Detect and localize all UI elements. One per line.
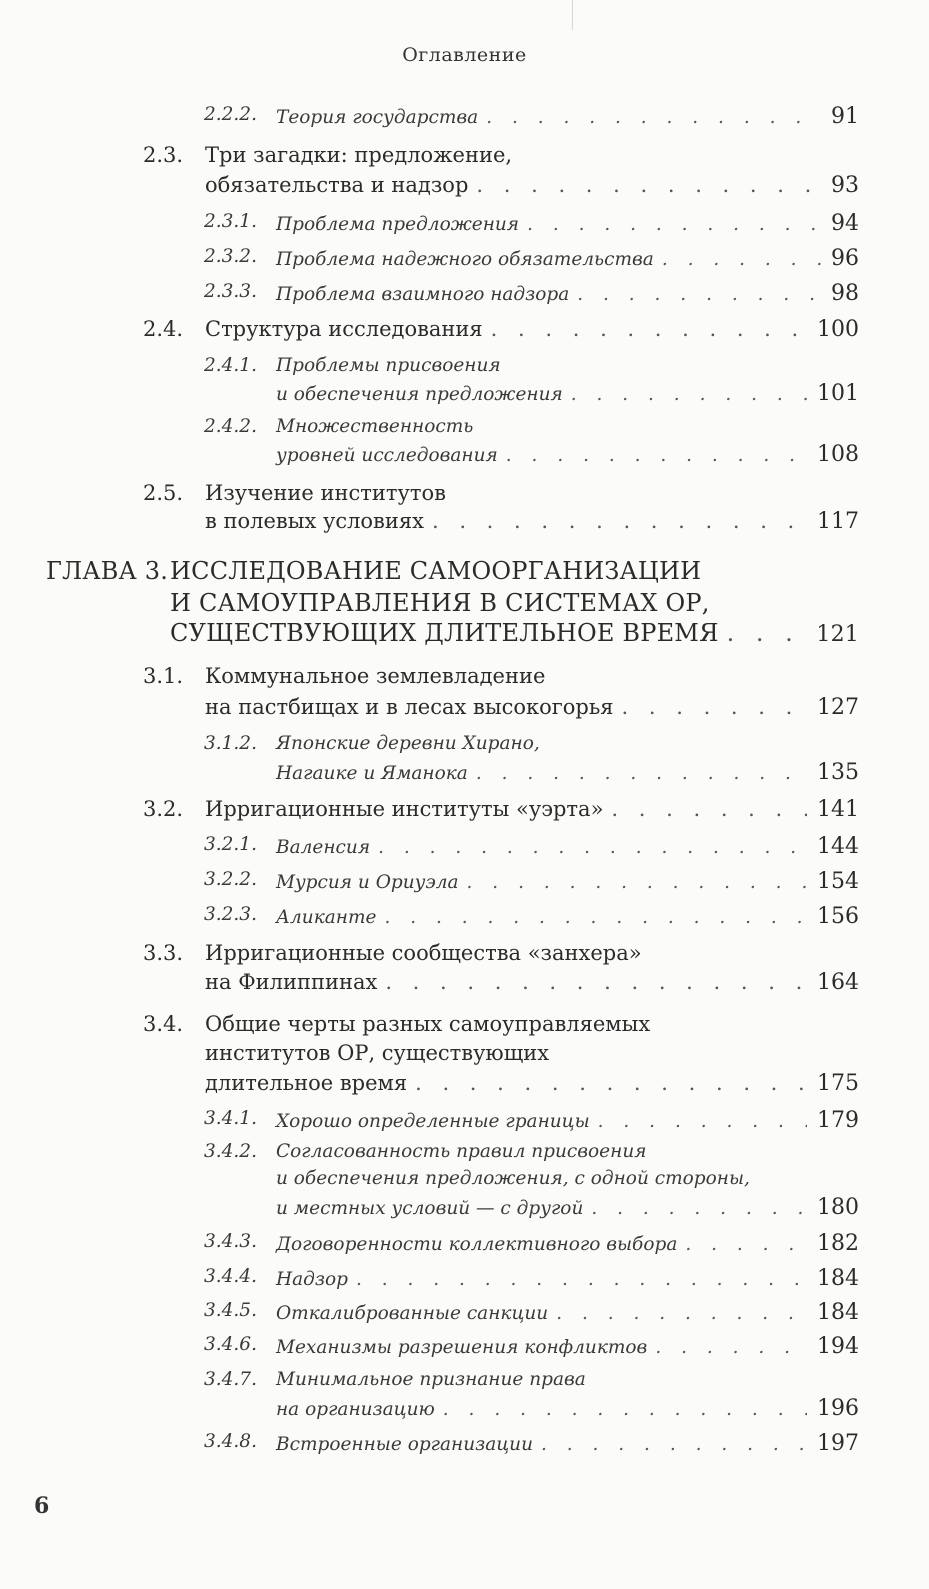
dot-leader (384, 907, 807, 928)
toc-number: 3.4.1. (204, 1108, 257, 1129)
toc-title: Встроенные организации (276, 1434, 534, 1455)
toc-title: Откалиброванные санкции (276, 1303, 549, 1324)
toc-entry (276, 211, 859, 236)
toc-title: на пастбищах и в лесах высокогорья (205, 695, 614, 719)
toc-number: 3.4.2. (204, 1141, 257, 1162)
toc-number: 2.4. (143, 317, 184, 341)
dot-leader (685, 1234, 807, 1255)
toc-title: Хорошо определенные границы (276, 1111, 590, 1132)
dot-leader (476, 173, 821, 197)
toc-title-line: Ирригационные сообщества «занхера» (205, 941, 642, 965)
toc-entry (205, 317, 859, 342)
page-number: 121 (816, 622, 859, 647)
toc-title: уровней исследования (276, 445, 498, 466)
toc-entry (276, 1431, 859, 1456)
page-number: 164 (817, 970, 859, 995)
toc-title-line: Множественность (276, 416, 474, 437)
page-number: 184 (817, 1266, 859, 1291)
toc-title: на Филиппинах (205, 970, 378, 994)
page-folio: 6 (34, 1493, 50, 1519)
toc-title: в полевых условиях (205, 509, 424, 533)
toc-title: Аликанте (276, 907, 377, 928)
toc-entry (205, 797, 859, 822)
dot-leader (467, 872, 807, 893)
toc-title: Договоренности коллективного выбора (276, 1234, 678, 1255)
toc-title: Теория государства (276, 107, 479, 128)
chapter-number: ГЛАВА 3. (46, 557, 169, 585)
page-number: 93 (831, 173, 859, 198)
dot-leader (356, 1269, 807, 1290)
toc-number: 3.2.2. (204, 869, 257, 890)
page-number: 108 (817, 442, 859, 467)
toc-title-line: Японские деревни Хирано, (276, 733, 540, 754)
dot-leader (611, 797, 807, 821)
toc-title-line: Общие черты разных самоуправляемых (205, 1012, 651, 1036)
toc-number: 3.3. (143, 941, 184, 965)
page-number: 100 (817, 317, 859, 342)
chapter-title-line: И САМОУПРАВЛЕНИЯ В СИСТЕМАХ ОР, (170, 589, 710, 617)
page-number: 94 (831, 211, 859, 236)
toc-number: 3.4. (143, 1012, 184, 1036)
toc-title-line: Коммунальное землевладение (205, 664, 546, 688)
chapter-title: СУЩЕСТВУЮЩИХ ДЛИТЕЛЬНОЕ ВРЕМЯ (170, 619, 719, 647)
page-number: 135 (817, 760, 859, 785)
toc-number: 2.3.2. (204, 246, 257, 267)
dot-leader (378, 837, 807, 858)
page-number: 141 (817, 797, 859, 822)
toc-entry (205, 970, 859, 995)
toc-number: 2.4.2. (204, 416, 257, 437)
toc-entry (205, 695, 859, 720)
page-number: 179 (817, 1108, 859, 1133)
dot-leader (491, 317, 807, 341)
page-number: 96 (831, 246, 859, 271)
scan-mark (572, 0, 573, 30)
toc-entry (276, 834, 859, 859)
toc-title: и обеспечения предложения (276, 384, 563, 405)
toc-entry (276, 1334, 859, 1359)
toc-title-line: и обеспечения предложения, с одной стороны, (276, 1168, 750, 1189)
toc-number: 2.3. (143, 143, 184, 167)
page-number: 156 (817, 904, 859, 929)
toc-title: на организацию (276, 1399, 435, 1420)
toc-entry (276, 381, 859, 406)
toc-number: 3.2. (143, 797, 184, 821)
toc-title: Валенсия (276, 837, 371, 858)
toc-entry (276, 104, 859, 129)
page-number: 144 (817, 834, 859, 859)
toc-title: Механизмы разрешения конфликтов (276, 1337, 648, 1358)
page-number: 194 (817, 1334, 859, 1359)
chapter-title-line: ИССЛЕДОВАНИЕ САМООРГАНИЗАЦИИ (170, 557, 702, 585)
toc-number: 3.4.4. (204, 1266, 257, 1287)
toc-entry (205, 173, 859, 198)
dot-leader (622, 695, 807, 719)
toc-number: 3.4.3. (204, 1231, 257, 1252)
toc-title: Ирригационные институты «уэрта» (205, 797, 604, 821)
toc-number: 2.4.1. (204, 355, 257, 376)
toc-number: 3.1.2. (204, 733, 257, 754)
toc-title-line: Согласованность правил присвоения (276, 1141, 647, 1162)
toc-entry (276, 281, 859, 306)
toc-title-line: Проблемы присвоения (276, 355, 501, 376)
page-number: 184 (817, 1300, 859, 1325)
toc-title: Проблема взаимного надзора (276, 284, 570, 305)
dot-leader (577, 284, 821, 305)
dot-leader (571, 384, 807, 405)
toc-entry (276, 1266, 859, 1291)
toc-title-line: Минимальное признание права (276, 1369, 586, 1390)
dot-leader (541, 1434, 807, 1455)
toc-number: 2.2.2. (204, 104, 257, 125)
dot-leader (432, 509, 807, 533)
toc-entry (276, 246, 859, 271)
page-number: 197 (817, 1431, 859, 1456)
toc-title: обязательства и надзор (205, 173, 469, 197)
dot-leader (506, 445, 807, 466)
toc-entry (205, 509, 859, 534)
chapter-entry (170, 619, 859, 647)
page-number: 91 (831, 104, 859, 129)
toc-title: Надзор (276, 1269, 348, 1290)
dot-leader (598, 1111, 807, 1132)
dot-leader (415, 1071, 807, 1095)
page-number: 127 (817, 695, 859, 720)
toc-entry (276, 904, 859, 929)
toc-number: 3.4.6. (204, 1334, 257, 1355)
toc-entry (205, 1071, 859, 1096)
dot-leader (527, 214, 821, 235)
page-number: 154 (817, 869, 859, 894)
toc-number: 2.3.3. (204, 281, 257, 302)
toc-entry (276, 1195, 859, 1220)
toc-title: Структура исследования (205, 317, 483, 341)
dot-leader (443, 1399, 807, 1420)
toc-number: 3.2.3. (204, 904, 257, 925)
running-header: Оглавление (402, 44, 527, 66)
toc-entry (276, 1396, 859, 1421)
toc-title: длительное время (205, 1071, 408, 1095)
dot-leader (655, 1337, 807, 1358)
toc-number: 2.5. (143, 481, 184, 505)
toc-title-line: институтов ОР, существующих (205, 1041, 550, 1065)
toc-entry (276, 1108, 859, 1133)
toc-title: Проблема предложения (276, 214, 520, 235)
dot-leader (385, 970, 807, 994)
page-number: 101 (817, 381, 859, 406)
page-number: 98 (831, 281, 859, 306)
toc-number: 3.4.8. (204, 1431, 257, 1452)
toc-title-line: Три загадки: предложение, (205, 143, 513, 167)
toc-number: 2.3.1. (204, 211, 257, 232)
dot-leader (476, 763, 807, 784)
toc-title-line: Изучение институтов (205, 481, 446, 505)
toc-entry (276, 1300, 859, 1325)
toc-number: 3.2.1. (204, 834, 257, 855)
toc-title: Нагаике и Яманока (276, 763, 468, 784)
dot-leader (591, 1198, 807, 1219)
toc-number: 3.4.5. (204, 1300, 257, 1321)
toc-entry (276, 442, 859, 467)
toc-title: и местных условий — с другой (276, 1198, 584, 1219)
page-number: 175 (817, 1071, 859, 1096)
toc-entry (276, 869, 859, 894)
dot-leader (556, 1303, 807, 1324)
page-number: 182 (817, 1231, 859, 1256)
dot-leader (727, 619, 807, 647)
toc-entry (276, 760, 859, 785)
toc-title: Мурсия и Ориуэла (276, 872, 459, 893)
toc-number: 3.4.7. (204, 1369, 257, 1390)
dot-leader (662, 249, 821, 270)
page-number: 117 (817, 509, 859, 534)
page-number: 196 (817, 1396, 859, 1421)
toc-number: 3.1. (143, 664, 184, 688)
dot-leader (486, 107, 821, 128)
toc-title: Проблема надежного обязательства (276, 249, 654, 270)
page-number: 180 (817, 1195, 859, 1220)
toc-entry (276, 1231, 859, 1256)
